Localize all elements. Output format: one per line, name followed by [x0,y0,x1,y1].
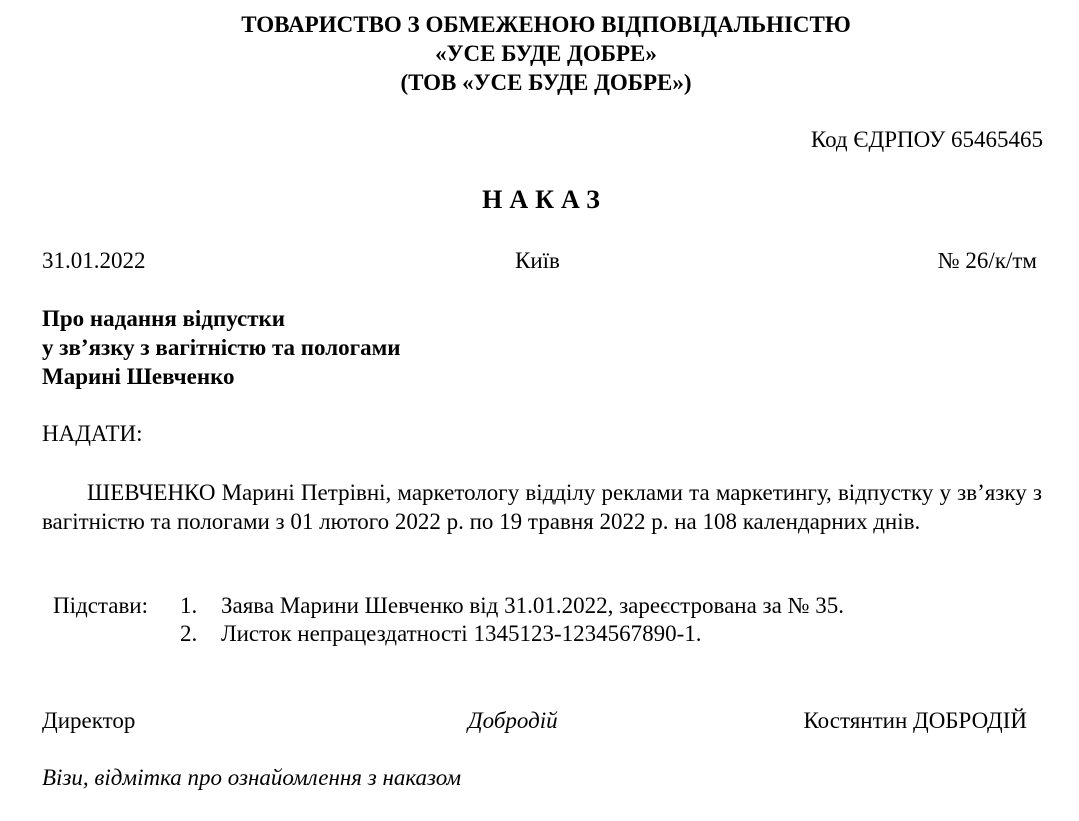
signature-position: Директор [42,708,136,733]
signatory-name: Костянтин ДОБРОДІЙ [803,708,1027,733]
order-date: 31.01.2022 [42,248,146,273]
basis-item-text: Заява Марини Шевченко від 31.01.2022, зареєстрована за № 35. [221,593,845,618]
subject-line1: Про надання відпустки [42,306,286,331]
subject-line2: у зв’язку з вагітністю та пологами [42,335,401,360]
org-short-name: (ТОВ «УСЕ БУДЕ ДОБРЕ») [400,70,692,95]
subject-line3: Марині Шевченко [42,364,235,389]
org-name-line2: «УСЕ БУДЕ ДОБРЕ» [435,41,657,66]
signature-mark: Добродій [468,708,558,733]
visas-note: Візи, відмітка про ознайомлення з наказом [42,765,462,790]
document-title: НАКАЗ [482,185,607,214]
directive-label: НАДАТИ: [42,421,143,446]
basis-label: Підстави: [53,593,149,618]
order-city: Київ [515,248,560,273]
edrpou-code: Код ЄДРПОУ 65465465 [810,127,1043,152]
org-name-line1: ТОВАРИСТВО З ОБМЕЖЕНОЮ ВІДПОВІДАЛЬНІСТЮ [241,12,851,37]
basis-item-number: 1. [180,593,198,618]
basis-item-number: 2. [180,621,198,646]
basis-item-text: Листок непрацездатності 1345123-1234567890-1. [221,621,702,646]
order-body-text: ШЕВЧЕНКО Марині Петрівні, маркетологу відділу реклами та маркетингу, відпустку у зв’язку з вагітністю та пологами з 01 лютого 2022 р. по 19 травня 2022 р. на 108 календарних днів. [42,480,1042,534]
order-number: № 26/к/тм [937,248,1037,273]
